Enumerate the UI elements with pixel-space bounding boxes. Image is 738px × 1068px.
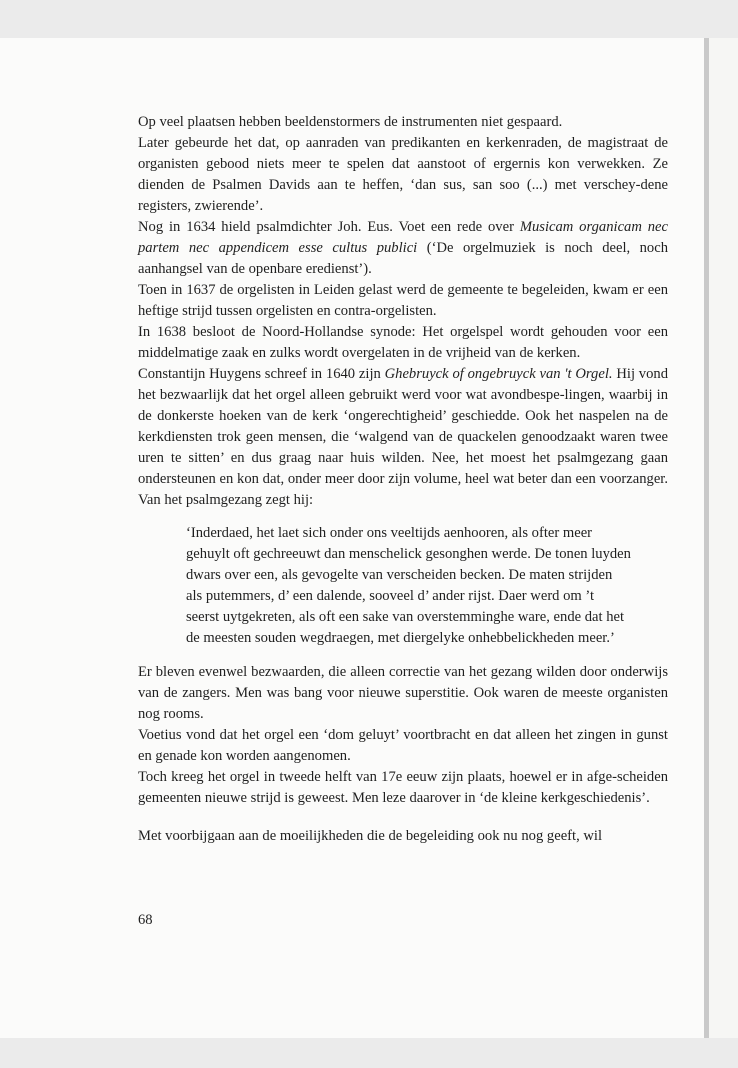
paragraph-6-lead: Constantijn Huygens schreef in 1640 zijn xyxy=(138,366,385,382)
paragraph-1: Op veel plaatsen hebben beeldenstormers de instrumenten niet gespaard. xyxy=(138,114,563,130)
quote-line: seerst uytgekreten, als oft een sake van overstemminghe ware, ende dat het xyxy=(186,609,625,625)
page-edge xyxy=(709,38,738,1038)
paragraph-7: Er bleven evenwel bezwaarden, die alleen correctie van het gezang wilden door onderwijs van de zangers. Men was bang voor nieuwe superstitie. Ook waren de meeste organisten nog rooms. xyxy=(138,664,668,722)
paragraph-9: Toch kreeg het orgel in tweede helft van 17e eeuw zijn plaats, hoewel er in afge-scheiden gemeenten nieuwe strijd is geweest. Men leze daarover in ‘de kleine kerkgeschiedenis’. xyxy=(138,769,668,806)
quote-line: gehuylt oft gechreeuwt dan menschelick gesonghen werde. De tonen luyden xyxy=(186,546,631,562)
quote-line: als putemmers, d’ een dalende, sooveel d’ ander rijst. Daer werd om ’t xyxy=(186,588,595,604)
paragraph-5: In 1638 besloot de Noord-Hollandse synode: Het orgelspel wordt gehouden voor een middelmatige zaak en zulks wordt overgelaten in de vrijheid van de kerken. xyxy=(138,324,668,361)
latin-title: Musicam organicam nec partem nec appendicem esse cultus publici xyxy=(138,219,669,256)
paragraph-4: Toen in 1637 de orgelisten in Leiden gelast werd de gemeente te begeleiden, kwam er een heftige strijd tussen orgelisten en contra-orgelisten. xyxy=(138,282,668,319)
quote-line: dwars over een, als gevogelte van verscheiden becken. De maten strijden xyxy=(186,567,613,583)
paragraph-8: Voetius vond dat het orgel een ‘dom geluyt’ voortbracht en dat alleen het zingen in gunst en genade kon worden aangenomen. xyxy=(138,727,668,764)
paragraph-2: Later gebeurde het dat, op aanraden van predikanten en kerkenraden, de magistraat de organisten gebood niets meer te spelen dat aanstoot of ergernis kon verwekken. Ze dienden de Psalmen Davids aan te heffen, ‘dan sus, san soo (...) met verschey-dene registers, zwierende’. xyxy=(138,135,668,214)
body-text xyxy=(138,112,668,847)
paragraph-6-tail: Hij vond het bezwaarlijk dat het orgel alleen gebruikt werd voor wat avondbespe-lingen, waarbij in de donkerste hoeken van de kerk ‘ongerechtigheid’ geschiedde. Ook het naspelen na de kerkdiensten trok geen mensen, die ‘walgend van de quackelen genoodzaakt waren twee uren te sitten’ en dus graag naar huis wilden. Nee, het moest het psalmgezang gaan ondersteunen en kon dat, onder meer door zijn volume, heel wat beter dan een voorzanger. Van het psalmgezang zegt hij: xyxy=(138,366,668,508)
paragraph-6 xyxy=(138,364,668,511)
quote-line: de meesten souden wegdraegen, met diergelyke onhebbelickheden meer.’ xyxy=(186,630,615,646)
quote-line: ‘Inderdaed, het laet sich onder ons veeltijds aenhooren, als ofter meer xyxy=(186,525,593,541)
page-number: 68 xyxy=(138,912,153,928)
paragraph-10: Met voorbijgaan aan de moeilijkheden die de begeleiding ook nu nog geeft, wil xyxy=(138,828,603,844)
book-title: Ghebruyck of ongebruyck van 't Orgel. xyxy=(384,366,613,382)
block-quote xyxy=(138,523,668,649)
paragraph-3-lead: Nog in 1634 hield psalmdichter Joh. Eus. Voet een rede over xyxy=(138,219,520,235)
paragraph-3 xyxy=(138,217,668,280)
paragraph-3-tail: (‘De orgelmuziek is noch deel, noch aanhangsel van de openbare eredienst’). xyxy=(138,240,668,277)
